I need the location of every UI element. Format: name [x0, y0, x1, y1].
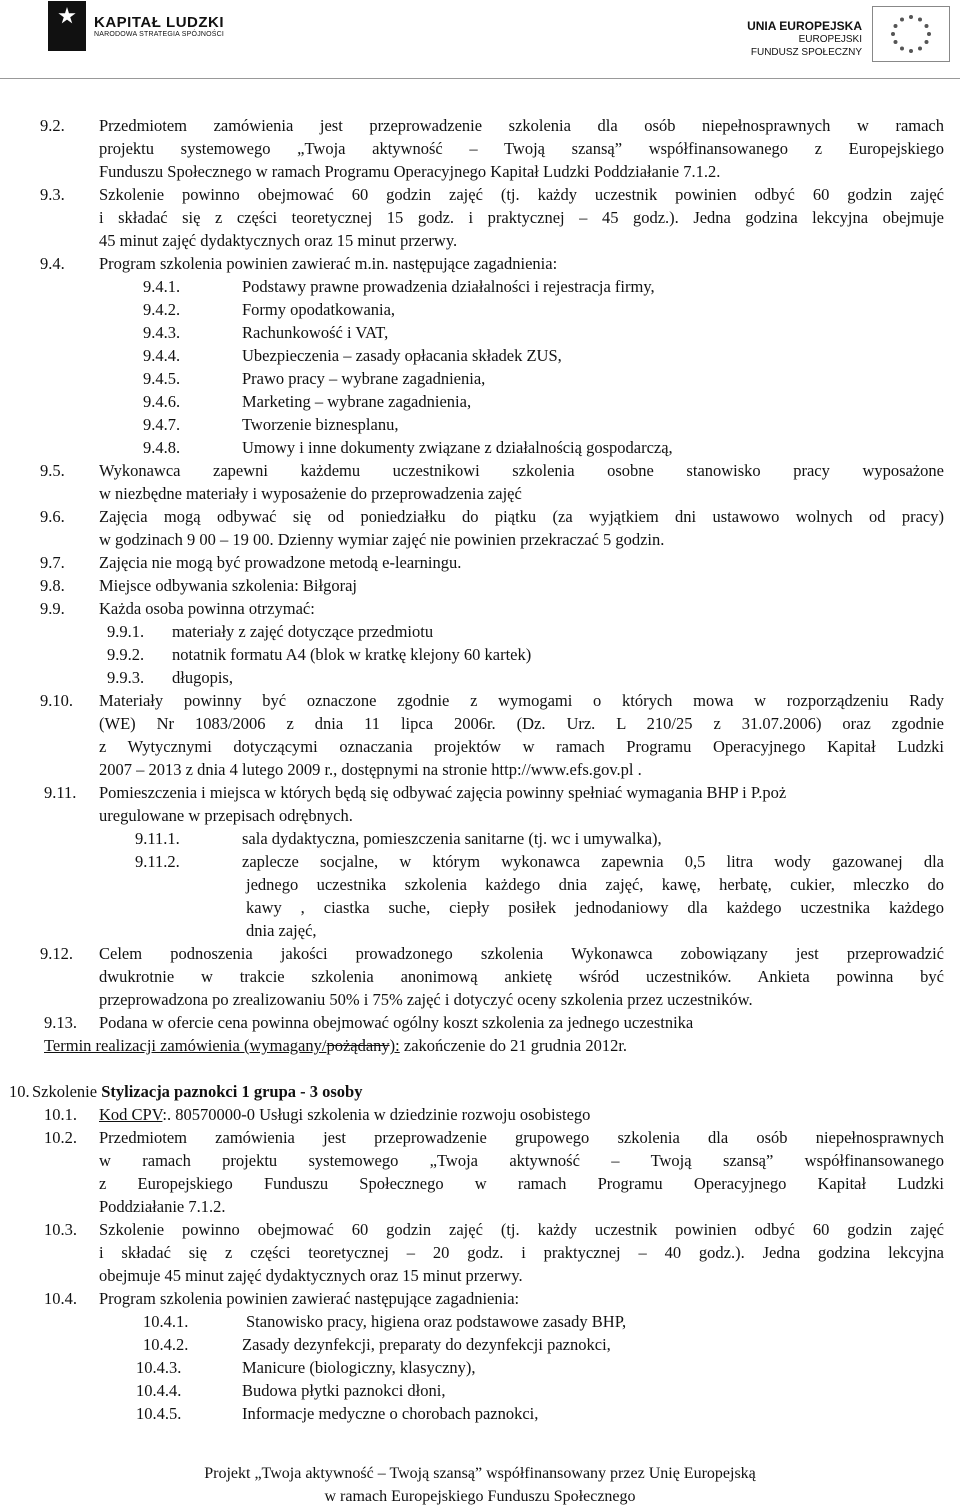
- text-line: uregulowane w przepisach odrębnych.: [99, 806, 353, 825]
- text-line: Zajęcia nie mogą być prowadzone metodą e-learningu.: [99, 553, 462, 572]
- eu-logo-line3: FUNDUSZ SPOŁECZNY: [750, 47, 862, 58]
- subitem-number: 9.4.2.: [143, 300, 181, 319]
- subitem-number: 10.4.1.: [143, 1312, 189, 1331]
- star-emblem-icon: [48, 1, 86, 51]
- subitem-number: 9.9.3.: [107, 668, 145, 687]
- deadline-close: ):: [389, 1036, 400, 1055]
- section-title: [32, 1080, 362, 1103]
- item-number: 9.10.: [40, 691, 73, 710]
- text-line: Funduszu Społecznego w ramach Programu Operacyjnego Kapitał Ludzki Poddziałanie 7.1.2.: [99, 162, 721, 181]
- text-line: Manicure (biologiczny, klasyczny),: [242, 1358, 476, 1377]
- section-name: Stylizacja paznokci 1 grupa - 3 osoby: [101, 1082, 363, 1101]
- text-line: Przedmiotem zamówienia jest przeprowadzenie grupowego szkolenia dla osób niepełnosprawnych: [99, 1128, 944, 1147]
- subitem-number: 9.4.5.: [143, 369, 181, 388]
- text-line: Informacje medyczne o chorobach paznokci,: [242, 1404, 539, 1423]
- text-line: i składać się z części teoretycznej – 20 godz. i praktycznej – 40 godz.). Jedna godzina lekcyjna: [99, 1243, 944, 1262]
- section-number: 10.: [9, 1082, 30, 1101]
- text-line: Materiały powinny być oznaczone zgodnie z wymogami o których mowa w rozporządzeniu Rady: [99, 691, 944, 710]
- text-line: dnia zajęć,: [246, 921, 317, 940]
- text-line: przeprowadzona po zrealizowaniu 50% i 75% zajęć i dotyczyć oceny szkolenia przez uczestników.: [99, 990, 753, 1009]
- text-line: w niezbędne materiały i wyposażenie do przeprowadzenia zajęć: [99, 484, 522, 503]
- text-line: Wykonawca zapewni każdemu uczestnikowi szkolenia osobne stanowisko pracy wyposażone: [99, 461, 944, 480]
- deadline-value: zakończenie do 21 grudnia 2012r.: [399, 1036, 628, 1055]
- item-number: 10.2.: [44, 1128, 77, 1147]
- text-line: zaplecze socjalne, w którym wykonawca zapewnia 0,5 litra wody gazowanej dla: [242, 852, 944, 871]
- text-line: Umowy i inne dokumenty związane z działalnością gospodarczą,: [242, 438, 673, 457]
- text-line: Prawo pracy – wybrane zagadnienia,: [242, 369, 486, 388]
- item-number: 9.11.: [44, 783, 77, 802]
- text-line: Poddziałanie 7.1.2.: [99, 1197, 226, 1216]
- text-line: Budowa płytki paznokci dłoni,: [242, 1381, 446, 1400]
- subitem-number: 9.9.2.: [107, 645, 145, 664]
- text-line: Tworzenie biznesplanu,: [242, 415, 399, 434]
- eu-logo-line2: EUROPEJSKI: [798, 34, 862, 45]
- text-line: dwukrotnie w trakcie szkolenia anonimową ankietę wśród uczestników. Ankieta powinna być: [99, 967, 944, 986]
- text-line: materiały z zajęć dotyczące przedmiotu: [172, 622, 434, 641]
- eu-logo: [700, 6, 950, 62]
- text-line: (WE) Nr 1083/2006 z dnia 11 lipca 2006r. (Dz. Urz. L 210/25 z 31.07.2006) oraz zgodnie: [99, 714, 944, 733]
- item-number: 10.4.: [44, 1289, 77, 1308]
- subitem-number: 9.11.1.: [135, 829, 180, 848]
- footer-line1: Projekt „Twoja aktywność – Twoją szansą” współfinansowany przez Unię Europejską: [204, 1465, 756, 1482]
- text-line: Szkolenie powinno obejmować 60 godzin zajęć (tj. każdy uczestnik powinien odbyć 60 godzin zajęć: [99, 185, 944, 204]
- deadline-line: [44, 1034, 627, 1057]
- subitem-number: 10.4.5.: [136, 1404, 182, 1423]
- text-line: notatnik formatu A4 (blok w kratkę klejony 60 kartek): [172, 645, 532, 664]
- item-number: 9.12.: [40, 944, 73, 963]
- page-header: [0, 0, 960, 80]
- text-line: 2007 – 2013 z dnia 4 lutego 2009 r., dostępnymi na stronie http://www.efs.gov.pl .: [99, 760, 642, 779]
- text-line: z Europejskiego Funduszu Społecznego w ramach Programu Operacyjnego Kapitał Ludzki: [99, 1174, 944, 1193]
- item-number: 9.5.: [40, 461, 65, 480]
- eu-logo-line1: UNIA EUROPEJSKA: [747, 19, 862, 33]
- subitem-number: 10.4.3.: [136, 1358, 182, 1377]
- text-line: długopis,: [172, 668, 233, 687]
- text-line: Każda osoba powinna otrzymać:: [99, 599, 315, 618]
- text-line: Marketing – wybrane zagadnienia,: [242, 392, 472, 411]
- deadline-label: Termin realizacji zamówienia (wymagany/: [44, 1036, 327, 1055]
- item-number: 9.3.: [40, 185, 65, 204]
- subitem-number: 10.4.2.: [143, 1335, 189, 1354]
- item-number: 10.3.: [44, 1220, 77, 1239]
- item-number: 9.7.: [40, 553, 65, 572]
- text-line: Celem podnoszenia jakości prowadzonego szkolenia Wykonawca zobowiązany jest przeprowadzić: [99, 944, 944, 963]
- cpv-value: :. 80570000-0 Usługi szkolenia w dziedzinie rozwoju osobistego: [162, 1105, 591, 1124]
- subitem-number: 9.9.1.: [107, 622, 145, 641]
- text-line: Program szkolenia powinien zawierać m.in. następujące zagadnienia:: [99, 254, 558, 273]
- section-label: Szkolenie: [32, 1082, 102, 1101]
- text-line: Formy opodatkowania,: [242, 300, 396, 319]
- text-line: Przedmiotem zamówienia jest przeprowadzenie szkolenia dla osób niepełnosprawnych w ramach: [99, 116, 944, 135]
- text-line: i składać się z części teoretycznej 15 godz. i praktycznej – 45 godz.). Jedna godzina lekcyjna obejmuje: [99, 208, 944, 227]
- text-line: sala dydaktyczna, pomieszczenia sanitarne (tj. wc i umywalka),: [242, 829, 662, 848]
- text-line: z Wytycznymi dotyczącymi oznaczania projektów w ramach Programu Operacyjnego Kapitał Ludzki: [99, 737, 944, 756]
- subitem-number: 9.4.7.: [143, 415, 181, 434]
- item-number: 9.2.: [40, 116, 65, 135]
- text-line: Zasady dezynfekcji, preparaty do dezynfekcji paznokci,: [242, 1335, 611, 1354]
- cpv-label: Kod CPV: [99, 1105, 163, 1124]
- text-line: Rachunkowość i VAT,: [242, 323, 389, 342]
- item-number: 9.8.: [40, 576, 65, 595]
- text-line: Pomieszczenia i miejsca w których będą się odbywać zajęcia powinny spełniać wymagania BHP i P.poż: [99, 783, 787, 802]
- text-line: Szkolenie powinno obejmować 60 godzin zajęć (tj. każdy uczestnik powinien odbyć 60 godzin zajęć: [99, 1220, 944, 1239]
- text-line: Program szkolenia powinien zawierać następujące zagadnienia:: [99, 1289, 520, 1308]
- item-number: 9.13.: [44, 1013, 77, 1032]
- subitem-number: 9.4.8.: [143, 438, 181, 457]
- item-number: 10.1.: [44, 1105, 77, 1124]
- text-line: Podana w ofercie cena powinna obejmować ogólny koszt szkolenia za jednego uczestnika: [99, 1013, 694, 1032]
- text-line: 45 minut zajęć dydaktycznych oraz 15 minut przerwy.: [99, 231, 458, 250]
- text-line: Stanowisko pracy, higiena oraz podstawowe zasady BHP,: [246, 1312, 627, 1331]
- subitem-number: 9.4.6.: [143, 392, 181, 411]
- subitem-number: 10.4.4.: [136, 1381, 182, 1400]
- item-number: 9.9.: [40, 599, 65, 618]
- eu-flag-icon: [872, 6, 950, 62]
- logo-title: KAPITAŁ LUDZKI: [94, 14, 225, 31]
- item-number: 9.4.: [40, 254, 65, 273]
- kapital-ludzki-logo: [48, 0, 238, 52]
- text-line: Zajęcia mogą odbywać się od poniedziałku do piątku (za wyjątkiem dni ustawowo wolnych od pracy): [99, 507, 944, 526]
- text-line: obejmuje 45 minut zajęć dydaktycznych oraz 15 minut przerwy.: [99, 1266, 523, 1285]
- subitem-number: 9.11.2.: [135, 852, 180, 871]
- text-line: Miejsce odbywania szkolenia: Biłgoraj: [99, 576, 357, 595]
- logo-subtitle: NARODOWA STRATEGIA SPÓJNOŚCI: [94, 31, 225, 38]
- subitem-number: 9.4.3.: [143, 323, 181, 342]
- subitem-number: 9.4.4.: [143, 346, 181, 365]
- header-divider: [0, 78, 960, 79]
- text-line: w ramach projektu systemowego „Twoja aktywność – Twoją szansą” współfinansowanego: [99, 1151, 944, 1170]
- text-line: Podstawy prawne prowadzenia działalności i rejestracja firmy,: [242, 277, 655, 296]
- text-line: projektu systemowego „Twoja aktywność – Twoją szansą” współfinansowanego z Europejskiego: [99, 139, 944, 158]
- cpv-line: [99, 1103, 590, 1126]
- footer-line2: w ramach Europejskiego Funduszu Społecznego: [324, 1488, 636, 1505]
- deadline-strike: pożądany: [326, 1036, 390, 1055]
- subitem-number: 9.4.1.: [143, 277, 181, 296]
- item-number: 9.6.: [40, 507, 65, 526]
- text-line: Ubezpieczenia – zasady opłacania składek ZUS,: [242, 346, 562, 365]
- text-line: kawy , ciastka suche, ciepły posiłek jednodaniowy dla każdego uczestnika każdego: [246, 898, 944, 917]
- text-line: jednego uczestnika szkolenia każdego dnia zajęć, kawę, herbatę, cukier, mleczko do: [246, 875, 944, 894]
- text-line: w godzinach 9 00 – 19 00. Dzienny wymiar zajęć nie powinien przekraczać 5 godzin.: [99, 530, 665, 549]
